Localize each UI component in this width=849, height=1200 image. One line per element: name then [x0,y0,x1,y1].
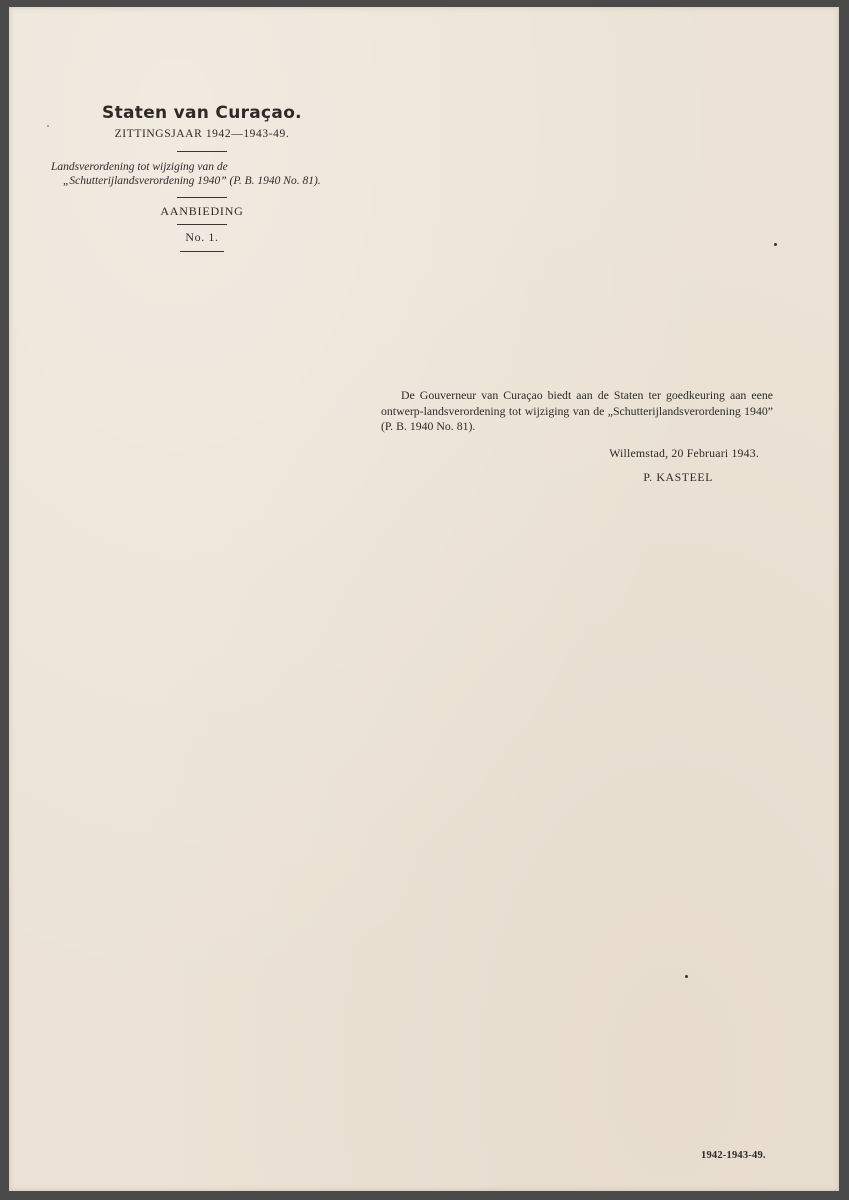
document-page [9,7,839,1191]
document-number: No. 1. [185,230,219,244]
document-header [51,102,353,252]
paper-speck [685,975,688,978]
paper-speck [774,243,777,246]
body-paragraph: De Gouverneur van Curaçao biedt aan de Staten ter goedkeuring aan eene ontwerp-landsverordening tot wijziging van de „Schutterijlandsverordening 1940” (P. B. 1940 No. 81). [381,388,773,433]
divider-rule [180,251,224,252]
session-year: ZITTINGSJAAR 1942—1943-49. [114,128,290,140]
place-date: Willemstad, 20 Februari 1943. [609,445,759,460]
signature-name: P. KASTEEL [643,470,713,484]
document-title: Staten van Curaçao. [102,103,302,123]
divider-rule [177,197,227,198]
subject-text: Landsverordening tot wijziging van de „Schutterijlandsverordening 1940” (P. B. 1940 No. 81). [51,161,321,187]
divider-rule [177,151,227,152]
offering-label: AANBIEDING [160,204,244,218]
footer-code: 1942-1943-49. [701,1150,766,1161]
paper-speck [47,125,49,127]
divider-rule [177,224,227,225]
subject-line [51,160,353,188]
document-body [381,388,773,486]
